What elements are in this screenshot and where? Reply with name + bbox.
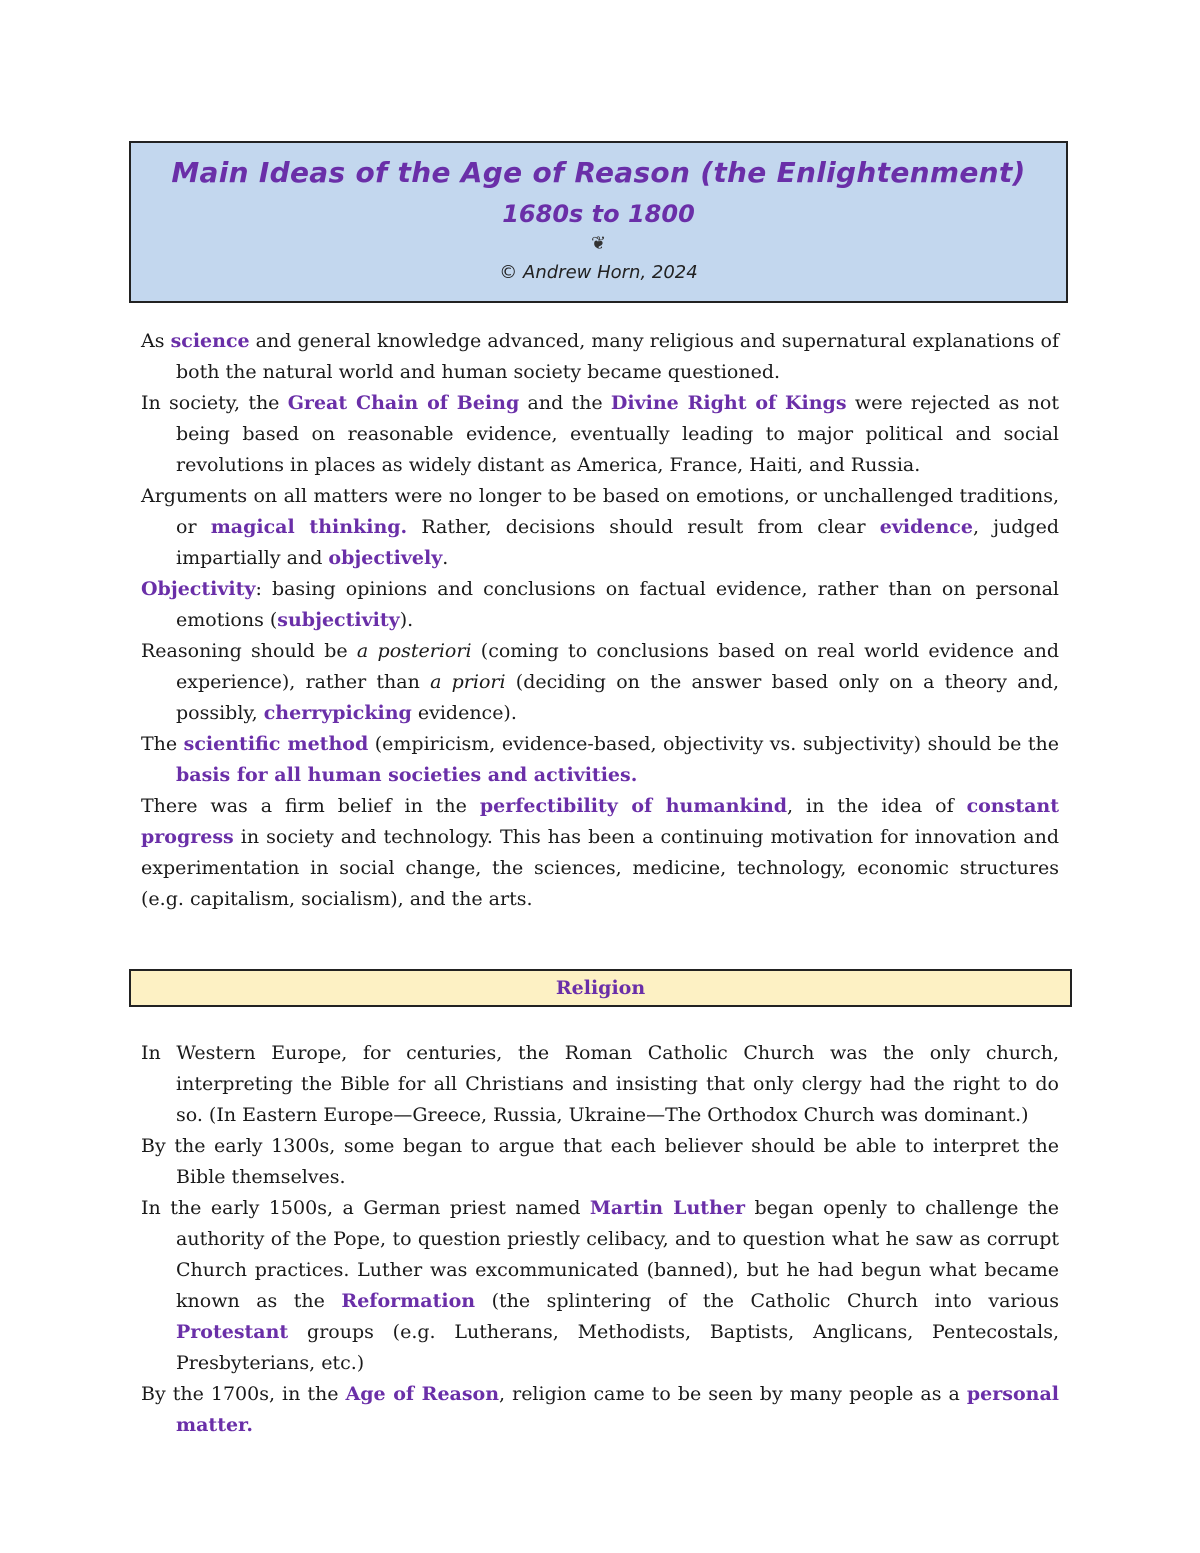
text-run: : basing opinions and conclusions on factual evidence, rather than on personal emotions ( bbox=[176, 578, 1059, 631]
text-run: groups (e.g. Lutherans, Methodists, Baptists, Anglicans, Pentecostals, Presbyterians, etc.) bbox=[176, 1321, 1059, 1374]
term-subjectivity: subjectivity bbox=[277, 609, 400, 631]
term-a-posteriori: a posteriori bbox=[356, 640, 472, 662]
term-perfectibility: perfectibility of humankind bbox=[479, 795, 788, 817]
religion-paragraph-catholic-church bbox=[141, 1038, 1059, 1131]
intro-paragraph-scientific-method bbox=[141, 729, 1059, 791]
intro-section bbox=[141, 326, 1059, 915]
text-run: , religion came to be seen by many people as a bbox=[499, 1383, 967, 1405]
term-cherrypicking: cherrypicking bbox=[263, 702, 412, 724]
text-run: (coming to conclusions based on real world evidence and experience), rather than bbox=[176, 640, 1059, 693]
term-basis-for-all: basis for all human societies and activities. bbox=[176, 764, 638, 786]
term-martin-luther: Martin Luther bbox=[589, 1197, 745, 1219]
term-constant-progress: constant progress bbox=[141, 795, 1059, 848]
text-run: were rejected as not being based on reasonable evidence, eventually leading to major political and social revolutions in places as widely distant as America, France, Haiti, and Russia. bbox=[176, 392, 1059, 476]
term-evidence: evidence bbox=[879, 516, 973, 538]
text-run: As bbox=[141, 330, 171, 352]
term-science: science bbox=[170, 330, 250, 352]
term-reformation: Reformation bbox=[341, 1290, 476, 1312]
text-run: (empiricism, evidence-based, objectivity vs. subjectivity) should be the bbox=[368, 733, 1059, 755]
text-run: In society, the bbox=[141, 392, 288, 414]
intro-paragraph-progress bbox=[141, 791, 1059, 915]
term-age-of-reason: Age of Reason bbox=[345, 1383, 500, 1405]
text-run: Rather, decisions should result from clear bbox=[407, 516, 880, 538]
title-banner bbox=[129, 141, 1068, 303]
religion-paragraph-1700s bbox=[141, 1379, 1059, 1441]
term-a-priori: a priori bbox=[430, 671, 506, 693]
intro-paragraph-society bbox=[141, 388, 1059, 481]
text-run: Arguments on all matters were no longer to be based on emotions, or unchallenged traditions, or bbox=[141, 485, 1059, 538]
text-run: By the 1700s, in the bbox=[141, 1383, 346, 1405]
term-divine-right-of-kings: Divine Right of Kings bbox=[610, 392, 847, 414]
intro-paragraph-objectivity bbox=[141, 574, 1059, 636]
text-run: In Western Europe, for centuries, the Roman Catholic Church was the only church, interpreting the Bible for all Christians and insisting that only clergy had the right to do so. (In Eastern Europe—Greece, Russia, Ukraine—The Orthodox Church was dominant.) bbox=[141, 1042, 1059, 1126]
intro-paragraph-reasoning bbox=[141, 636, 1059, 729]
text-run: began openly to challenge the authority of the Pope, to question priestly celibacy, and to question what he saw as corrupt Church practices. Luther was excommunicated (banned), but he had begun what became known as the bbox=[176, 1197, 1059, 1312]
term-great-chain-of-being: Great Chain of Being bbox=[287, 392, 520, 414]
text-run: In the early 1500s, a German priest named bbox=[141, 1197, 590, 1219]
text-run: evidence). bbox=[411, 702, 517, 724]
religion-heading-box bbox=[129, 969, 1072, 1007]
religion-paragraph-1300s bbox=[141, 1131, 1059, 1193]
text-run: There was a firm belief in the bbox=[141, 795, 480, 817]
term-personal-matter: personal matter. bbox=[176, 1383, 1059, 1436]
section-heading-religion: Religion bbox=[555, 977, 646, 999]
term-magical-thinking: magical thinking. bbox=[210, 516, 408, 538]
intro-paragraph-arguments bbox=[141, 481, 1059, 574]
page-subtitle: 1680s to 1800 bbox=[502, 200, 695, 228]
religion-paragraph-luther bbox=[141, 1193, 1059, 1379]
text-run: in society and technology. This has been a continuing motivation for innovation and experimentation in social change, the sciences, medicine, technology, economic structures (e.g. capitalism, socialism), and the arts. bbox=[141, 826, 1059, 910]
text-run: (deciding on the answer based only on a theory and, possibly, bbox=[176, 671, 1059, 724]
text-run: , in the idea of bbox=[787, 795, 967, 817]
text-run: Reasoning should be bbox=[141, 640, 357, 662]
intro-paragraph-science bbox=[141, 326, 1059, 388]
text-run: ). bbox=[399, 609, 414, 631]
text-run: The bbox=[141, 733, 184, 755]
text-run: (the splintering of the Catholic Church into various bbox=[475, 1290, 1059, 1312]
text-run: and general knowledge advanced, many religious and supernatural explanations of both the natural world and human society became questioned. bbox=[176, 330, 1059, 383]
text-run: . bbox=[442, 547, 449, 569]
text-run: By the early 1300s, some began to argue that each believer should be able to interpret the Bible themselves. bbox=[141, 1135, 1059, 1188]
term-objectively: objectively bbox=[328, 547, 443, 569]
term-scientific-method: scientific method bbox=[183, 733, 369, 755]
term-protestant: Protestant bbox=[176, 1321, 289, 1343]
copyright-notice: © Andrew Horn, 2024 bbox=[499, 262, 698, 283]
text-run: , judged impartially and bbox=[176, 516, 1059, 569]
ornament-divider: ❦ bbox=[590, 233, 607, 254]
text-run: and the bbox=[519, 392, 611, 414]
religion-section bbox=[141, 1038, 1059, 1441]
term-objectivity: Objectivity bbox=[141, 578, 256, 600]
page-title: Main Ideas of the Age of Reason (the Enlightenment) bbox=[171, 156, 1026, 189]
